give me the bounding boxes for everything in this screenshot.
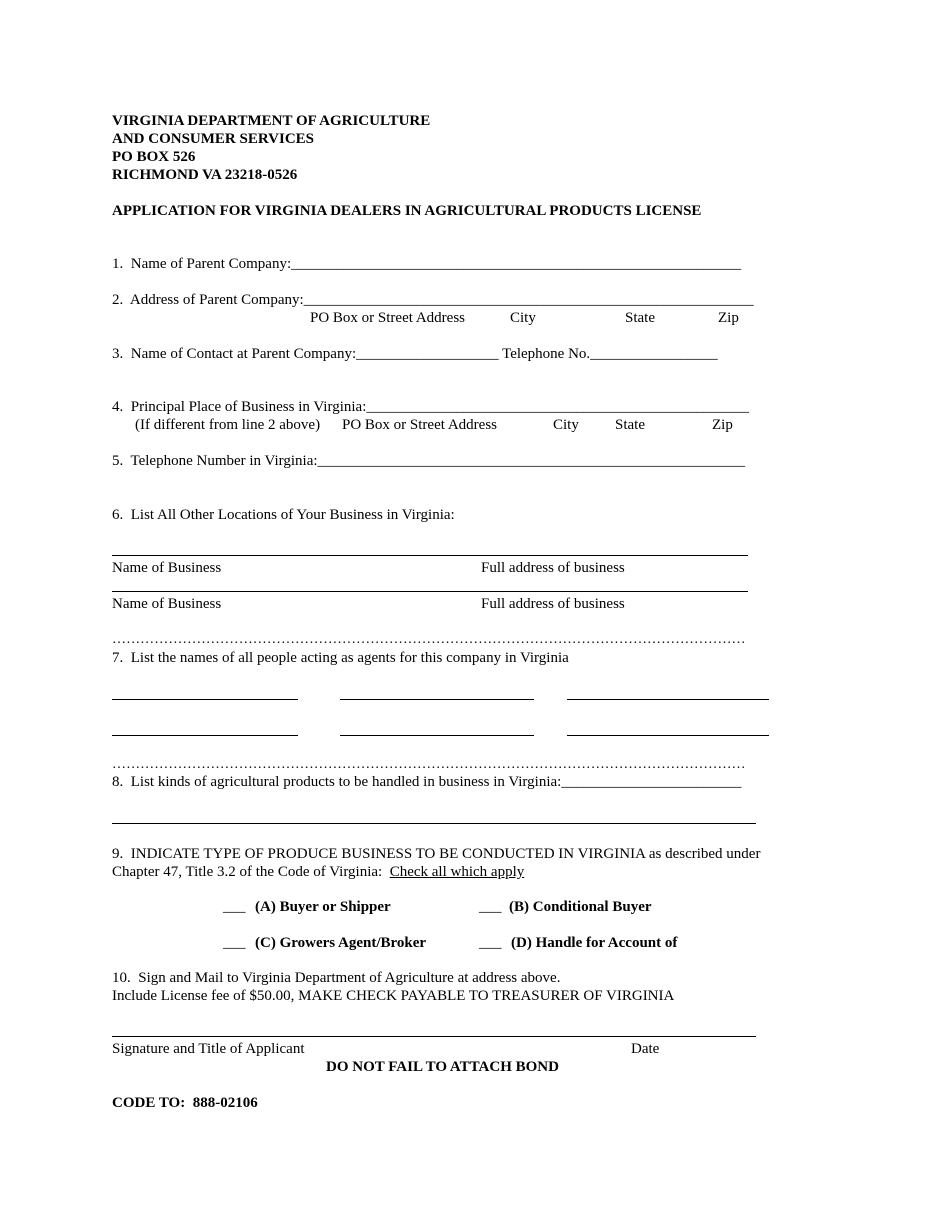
- form-title: APPLICATION FOR VIRGINIA DEALERS IN AGRICULTURAL PRODUCTS LICENSE: [112, 203, 702, 219]
- signature-line[interactable]: [112, 1036, 756, 1037]
- location-2-address-caption: Full address of business: [481, 596, 625, 612]
- option-d-label: (D) Handle for Account of: [511, 935, 678, 951]
- agent-line[interactable]: [567, 735, 769, 736]
- dotted-separator: ………………………………………………………………………………………………………………………: [112, 632, 746, 647]
- option-c-label: (C) Growers Agent/Broker: [255, 935, 427, 951]
- option-a-checkbox[interactable]: ___: [223, 899, 246, 915]
- q2-street-caption: PO Box or Street Address: [310, 310, 465, 326]
- location-1-address-caption: Full address of business: [481, 560, 625, 576]
- principal-place-field[interactable]: 4. Principal Place of Business in Virginia:___________________________________________________: [112, 399, 749, 415]
- q4-city-caption: City: [553, 417, 579, 433]
- q10-line2: Include License fee of $50.00, MAKE CHECK PAYABLE TO TREASURER OF VIRGINIA: [112, 988, 675, 1004]
- q9-line1: 9. INDICATE TYPE OF PRODUCE BUSINESS TO BE CONDUCTED IN VIRGINIA as described under: [112, 846, 761, 862]
- q10-line1: 10. Sign and Mail to Virginia Department of Agriculture at address above.: [112, 970, 561, 986]
- q6-label: 6. List All Other Locations of Your Business in Virginia:: [112, 507, 455, 523]
- agency-po-box: PO BOX 526: [112, 149, 196, 165]
- q4-zip-caption: Zip: [712, 417, 733, 433]
- option-b-label: (B) Conditional Buyer: [509, 899, 652, 915]
- option-a-label: (A) Buyer or Shipper: [255, 899, 391, 915]
- location-2-line[interactable]: [112, 591, 748, 592]
- q4-note: (If different from line 2 above): [135, 417, 321, 433]
- agency-city-zip: RICHMOND VA 23218-0526: [112, 167, 298, 183]
- date-caption: Date: [631, 1041, 660, 1057]
- signature-caption: Signature and Title of Applicant: [112, 1041, 305, 1057]
- parent-company-address-field[interactable]: 2. Address of Parent Company:____________________________________________________________: [112, 292, 754, 308]
- agent-line[interactable]: [340, 699, 534, 700]
- option-c-checkbox[interactable]: ___: [223, 935, 246, 951]
- agency-name-line2: AND CONSUMER SERVICES: [112, 131, 315, 147]
- q4-street-caption: PO Box or Street Address: [342, 417, 497, 433]
- q2-zip-caption: Zip: [718, 310, 739, 326]
- q4-state-caption: State: [615, 417, 645, 433]
- q2-city-caption: City: [510, 310, 536, 326]
- location-1-name-caption: Name of Business: [112, 560, 222, 576]
- agency-name-line1: VIRGINIA DEPARTMENT OF AGRICULTURE: [112, 113, 431, 129]
- agent-line[interactable]: [112, 699, 298, 700]
- agricultural-products-line[interactable]: [112, 823, 756, 824]
- agent-line[interactable]: [340, 735, 534, 736]
- q2-state-caption: State: [625, 310, 655, 326]
- q9-chapter-text: Chapter 47, Title 3.2 of the Code of Virginia:: [112, 864, 390, 880]
- option-d-checkbox[interactable]: ___: [479, 935, 502, 951]
- agent-line[interactable]: [112, 735, 298, 736]
- dotted-separator: ………………………………………………………………………………………………………………………: [112, 757, 746, 772]
- code-to: CODE TO: 888-02106: [112, 1095, 258, 1111]
- agent-line[interactable]: [567, 699, 769, 700]
- virginia-telephone-field[interactable]: 5. Telephone Number in Virginia:_________________________________________________________: [112, 453, 746, 469]
- parent-company-name-field[interactable]: 1. Name of Parent Company:____________________________________________________________: [112, 256, 742, 272]
- q9-check-all-text: Check all which apply: [389, 864, 525, 880]
- q9-line2: [112, 863, 524, 881]
- agricultural-products-field[interactable]: 8. List kinds of agricultural products to be handled in business in Virginia:________________________: [112, 774, 742, 790]
- location-2-name-caption: Name of Business: [112, 596, 222, 612]
- q7-label: 7. List the names of all people acting as agents for this company in Virginia: [112, 650, 569, 666]
- bond-notice: DO NOT FAIL TO ATTACH BOND: [326, 1059, 559, 1075]
- contact-and-telephone-field[interactable]: 3. Name of Contact at Parent Company:___________________ Telephone No._________________: [112, 346, 718, 362]
- option-b-checkbox[interactable]: ___: [479, 899, 502, 915]
- location-1-line[interactable]: [112, 555, 748, 556]
